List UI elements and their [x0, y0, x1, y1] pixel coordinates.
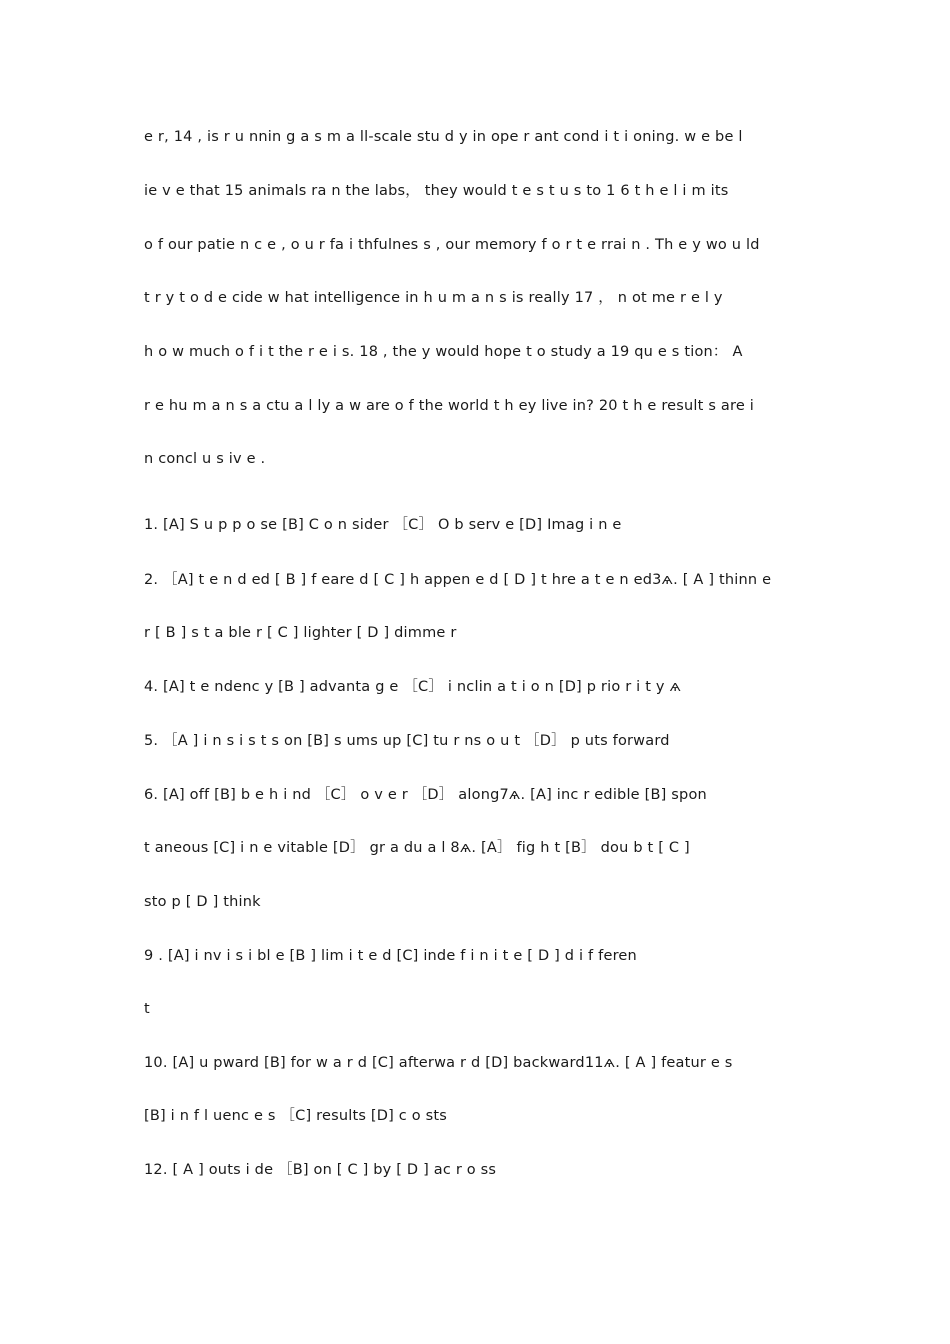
option-line: 10. [A] u pward [B] for w a r d [C] afterwa r d [D] backward11ѧ. [ A ] featur e s: [144, 1055, 733, 1071]
option-line: 4. [A] t e ndenc y [B ] advanta g e ［C］ i nclin a t i o n [D] p rio r i t y ѧ: [144, 679, 682, 695]
passage-line: h o w much o f i t the r e i s. 18 , the y would hope t o study a 19 qu e s tion： A: [144, 344, 743, 360]
option-line: sto p [ D ] think: [144, 894, 261, 910]
option-line: 9 . [A] i nv i s i bl e [B ] lim i t e d [C] inde f i n i t e [ D ] d i f feren: [144, 948, 637, 964]
passage-line: e r, 14 , is r u nnin g a s m a ll-scale stu d y in ope r ant cond i t i oning. w e be l: [144, 129, 743, 145]
option-line: 1. [A] S u p p o se [B] C o n sider ［C］ O b serv e [D] Imag i n e: [144, 517, 622, 533]
option-line: t aneous [C] i n e vitable [D］ gr a du a l 8ѧ. [A］ fig h t [B］ dou b t [ C ]: [144, 840, 690, 856]
passage-line: t r y t o d e cide w hat intelligence in h u m a n s is really 17 ， n ot me r e l y: [144, 290, 723, 306]
passage-line: n concl u s iv e .: [144, 451, 266, 467]
passage-line: ie v e that 15 animals ra n the labs， they would t e s t u s to 1 6 t h e l i m its: [144, 183, 729, 199]
passage-line: r e hu m a n s a ctu a l ly a w are o f the world t h ey live in? 20 t h e result s are i: [144, 398, 754, 414]
option-line: t: [144, 1001, 150, 1017]
option-line: [B] i n f l uenc e s ［C] results [D] c o sts: [144, 1108, 448, 1124]
option-line: 6. [A] off [B] b e h i nd ［C］ o v e r ［D］ along7ѧ. [A] inc r edible [B] spon: [144, 787, 707, 803]
option-line: 12. [ A ] outs i de ［B] on [ C ] by [ D ] ac r o ss: [144, 1162, 497, 1178]
option-line: 2. ［A] t e n d ed [ B ] f eare d [ C ] h appen e d [ D ] t hre a t e n ed3ѧ. [ A ] thinn e: [144, 572, 772, 588]
option-line: r [ B ] s t a ble r [ C ] lighter [ D ] dimme r: [144, 625, 457, 641]
option-line: 5. ［A ] i n s i s t s on [B] s ums up [C] tu r ns o u t ［D］ p uts forward: [144, 733, 670, 749]
passage-line: o f our patie n c e , o u r fa i thfulnes s , our memory f o r t e rrai n . Th e y wo u ld: [144, 237, 760, 253]
